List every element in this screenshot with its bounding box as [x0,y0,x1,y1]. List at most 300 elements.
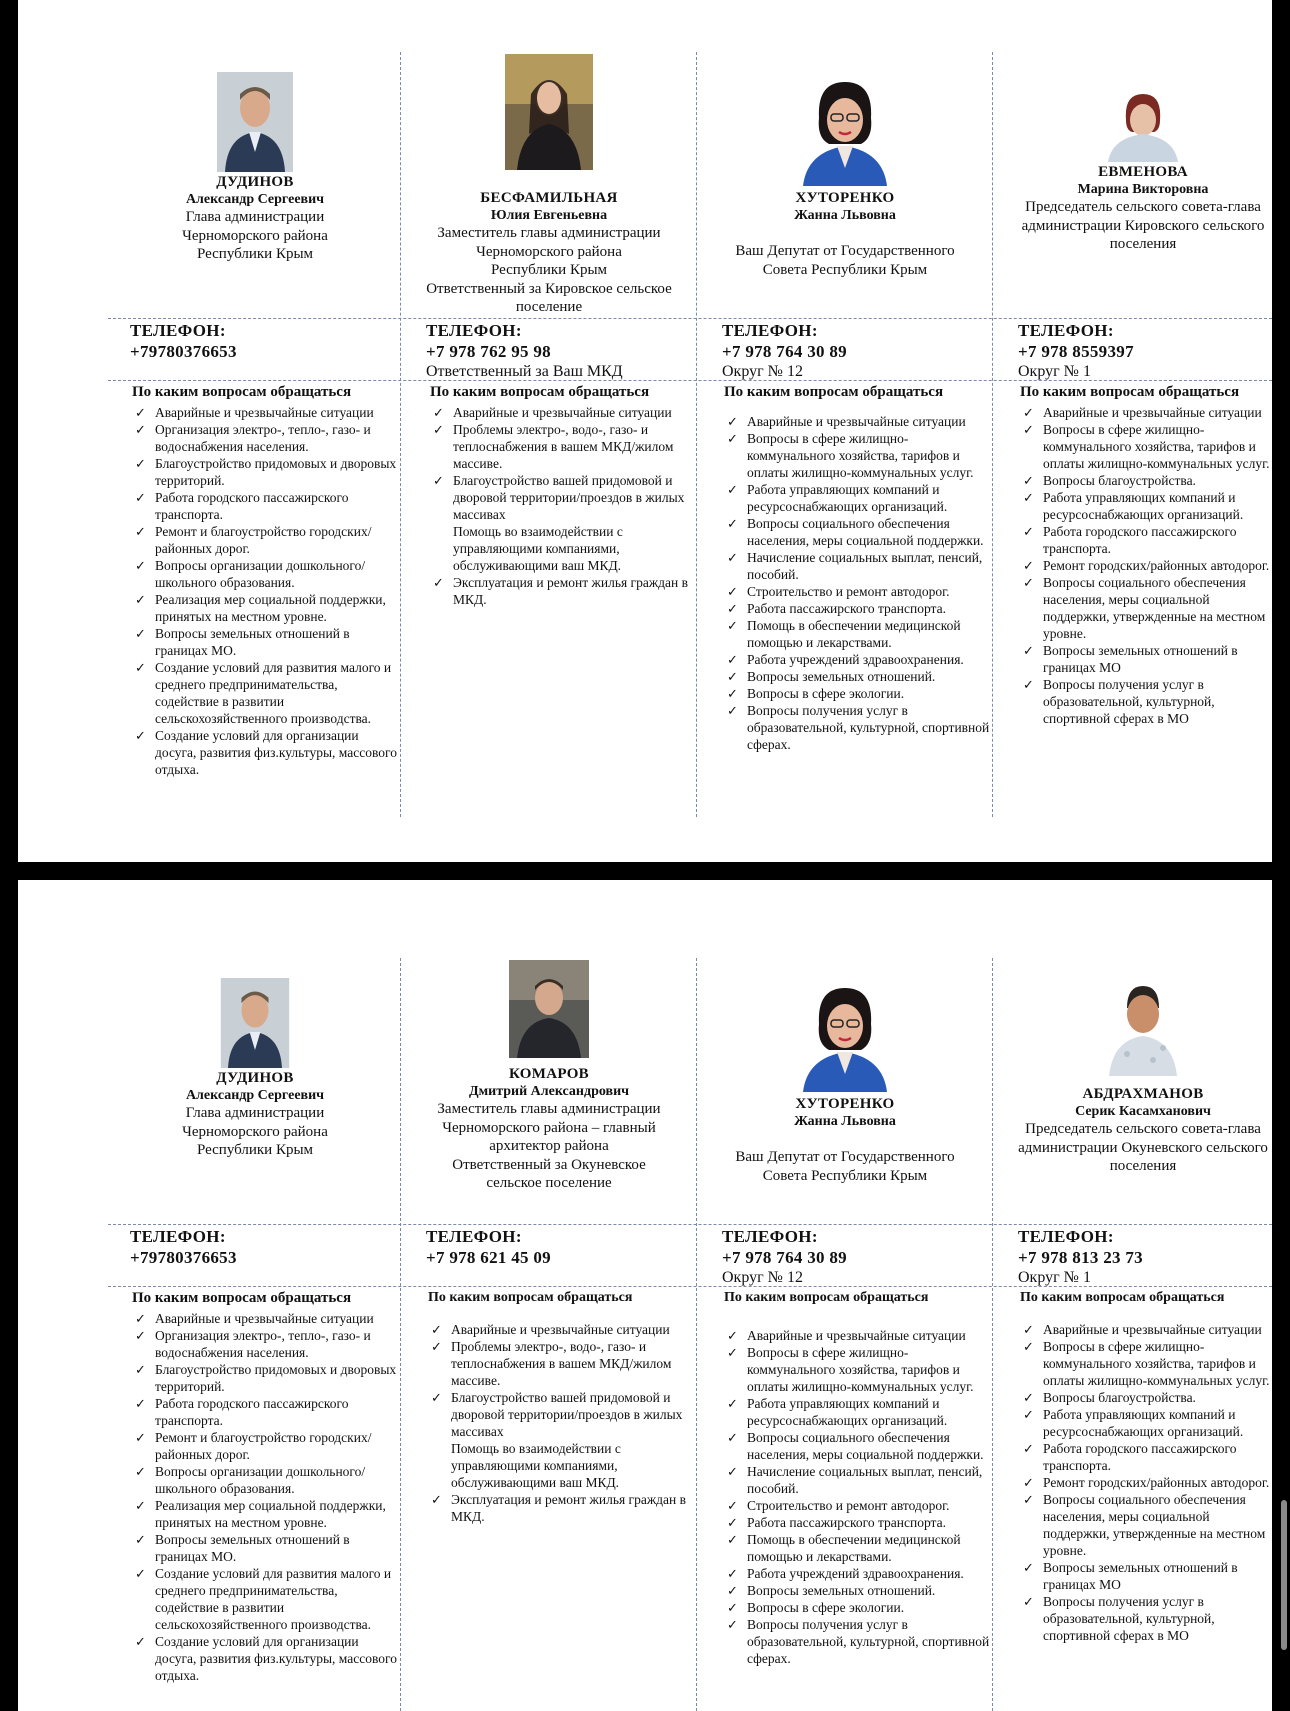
role-line: Заместитель главы администрации [437,225,661,241]
list-item-text: Вопросы благоустройства. [1043,473,1196,488]
list-item-text: Эксплуатация и ремонт жилья граждан в МКД. [453,575,688,607]
list-item [428,1440,696,1491]
list-item-text: Вопросы земельных отношений в границах МО [1043,643,1238,675]
list-item-text: Ремонт и благоустройство городских/районных дорог. [155,524,372,556]
checkmark-icon: ✓ [727,686,738,701]
list-item [1020,421,1272,472]
phone-label: ТЕЛЕФОН: [1018,321,1114,340]
role-line: архитектор района [489,1138,609,1154]
role-line: Ответственный за Окуневское [452,1156,646,1173]
contact-card [994,0,1272,862]
portrait-photo [795,984,895,1092]
topics-title: По каким вопросам обращаться [132,384,352,400]
role-line: сельское поселение [486,1175,612,1191]
list-item [132,659,400,727]
checkmark-icon: ✓ [1023,422,1034,437]
contact-card [698,880,992,1711]
checkmark-icon: ✓ [1023,1492,1034,1507]
list-item [1020,1593,1272,1644]
list-item [132,489,400,523]
list-item-text: Работа городского пассажирского транспорта. [1043,524,1237,556]
checkmark-icon: ✓ [1023,1407,1034,1422]
list-item [132,1497,400,1531]
topics-title: По каким вопросам обращаться [724,1290,929,1305]
phone-number: +7 978 621 45 09 [426,1248,551,1267]
list-item-text: Реализация мер социальной поддержки, принятых на местном уровне. [155,1498,386,1530]
list-item-text: Вопросы в сфере жилищно-коммунального хозяйства, тарифов и оплаты жилищно-коммунальных услуг. [747,1345,974,1394]
checkmark-icon: ✓ [431,1492,442,1507]
checkmark-icon: ✓ [433,422,444,437]
fullname: Дмитрий Александрович [468,1084,630,1099]
list-item-text: Организация электро-, тепло-, газо- и водоснабжения населения. [155,422,371,454]
phone-label: ТЕЛЕФОН: [426,1227,522,1246]
list-item [132,1395,400,1429]
list-item [1020,574,1272,642]
list-item-text: Вопросы земельных отношений в границах МО. [155,1532,350,1564]
column-divider [400,958,401,1711]
list-item-text: Вопросы в сфере жилищно-коммунального хозяйства, тарифов и оплаты жилищно-коммунальных услуг. [1043,422,1270,471]
surname: ЕВМЕНОВА [1098,164,1188,180]
checkmark-icon: ✓ [727,1345,738,1360]
list-item [724,1395,992,1429]
phone-number: +7 978 8559397 [1018,342,1134,361]
list-item [132,1429,400,1463]
list-item [724,617,992,651]
checkmark-icon: ✓ [727,601,738,616]
role-line: Черноморского района [476,243,622,260]
phone-label: ТЕЛЕФОН: [1018,1227,1114,1246]
list-item-text: Вопросы земельных отношений. [747,1583,936,1598]
checkmark-icon: ✓ [727,618,738,633]
checkmark-icon: ✓ [135,1328,146,1343]
list-item [132,1531,400,1565]
list-item [724,1565,992,1582]
list-item-text: Благоустройство придомовых и дворовых территорий. [155,456,397,488]
list-item-text: Помощь во взаимодействии с управляющими компаниями, обслуживающими ваш МКД. [453,524,623,573]
list-item [724,1531,992,1565]
list-item [430,472,696,523]
list-item [1020,1491,1272,1559]
checkmark-icon: ✓ [1023,575,1034,590]
checkmark-icon: ✓ [727,1498,738,1513]
surname: АБДРАХМАНОВ [1082,1086,1204,1102]
list-item-text: Работа управляющих компаний и ресурсоснабжающих организаций. [1043,1407,1244,1439]
topics-list [1020,404,1272,727]
list-item-text: Работа управляющих компаний и ресурсоснабжающих организаций. [747,482,948,514]
role-line: Ответственный за Кировское сельское поселение [426,280,672,315]
topics-list [428,1321,696,1525]
list-item [428,1321,696,1338]
checkmark-icon: ✓ [135,592,146,607]
list-item [724,583,992,600]
checkmark-icon: ✓ [727,431,738,446]
checkmark-icon: ✓ [1023,405,1034,420]
topics-list [430,404,696,608]
list-item-text: Работа пассажирского транспорта. [747,1515,946,1530]
phone-note: Округ № 1 [1018,1269,1091,1286]
contact-card [698,0,992,862]
phone-number: +7 978 762 95 98 [426,342,551,361]
checkmark-icon: ✓ [135,456,146,471]
role-line: поселения [1109,236,1177,252]
checkmark-icon: ✓ [1023,1594,1034,1609]
list-item-text: Вопросы получения услуг в образовательной, культурной, спортивной сферах в МО [1043,1594,1215,1643]
portrait-photo [1104,90,1182,162]
list-item [132,727,400,778]
topics-section [132,1289,400,1684]
checkmark-icon: ✓ [135,524,146,539]
checkmark-icon: ✓ [727,414,738,429]
list-item-text: Создание условий для организации досуга, развития физ.культуры, массового отдыха. [155,728,397,777]
document-page-2 [18,880,1272,1711]
phone-number: +7 978 764 30 89 [722,1248,847,1267]
checkmark-icon: ✓ [135,1311,146,1326]
topics-title: По каким вопросам обращаться [132,1290,352,1306]
checkmark-icon: ✓ [727,516,738,531]
list-item [428,1389,696,1440]
checkmark-icon: ✓ [431,1339,442,1354]
portrait-photo [509,960,589,1058]
checkmark-icon: ✓ [1023,490,1034,505]
list-item-text: Эксплуатация и ремонт жилья граждан в МКД. [451,1492,686,1524]
role-line: Республики Крым [490,262,608,278]
list-item-text: Работа городского пассажирского транспорта. [155,1396,349,1428]
list-item-text: Вопросы социального обеспечения населения, меры социальной поддержки, утвержденные на местном уровне. [1043,575,1266,641]
scrollbar-thumb[interactable] [1281,1500,1287,1650]
list-item-text: Работа учреждений здравоохранения. [747,652,964,667]
list-item [430,404,696,421]
checkmark-icon: ✓ [727,669,738,684]
list-item [1020,489,1272,523]
checkmark-icon: ✓ [1023,643,1034,658]
fullname: Александр Сергеевич [185,1088,325,1103]
role-line: Совета Республики Крым [762,261,928,278]
list-item-text: Проблемы электро-, водо-, газо- и теплоснабжения в вашем МКД/жилом массиве. [453,422,674,471]
contact-card [402,0,696,862]
contact-card [110,0,400,862]
checkmark-icon: ✓ [727,703,738,718]
fullname: Марина Викторовна [1077,182,1209,197]
checkmark-icon: ✓ [135,490,146,505]
surname: ДУДИНОВ [216,1070,294,1086]
topics-list [1020,1321,1272,1644]
role-line: Черноморского района [182,1123,328,1140]
phone-number: +79780376653 [130,342,237,361]
topics-section [428,1289,696,1525]
topics-section [1020,383,1272,727]
phone-label: ТЕЛЕФОН: [722,1227,818,1246]
list-item [132,1565,400,1633]
checkmark-icon: ✓ [727,1430,738,1445]
list-item-text: Начисление социальных выплат, пенсий, пособий. [747,1464,983,1496]
list-item-text: Вопросы в сфере жилищно-коммунального хозяйства, тарифов и оплаты жилищно-коммунальных услуг. [1043,1339,1270,1388]
checkmark-icon: ✓ [1023,1475,1034,1490]
document-page-1 [18,0,1272,862]
column-divider [992,958,993,1711]
list-item [1020,1338,1272,1389]
list-item-text: Вопросы получения услуг в образовательной, культурной, спортивной сферах. [747,703,990,752]
phone-note: Округ № 12 [722,1269,803,1286]
list-item [1020,1389,1272,1406]
list-item [724,413,992,430]
role-line: поселения [1109,1158,1177,1174]
checkmark-icon: ✓ [1023,1390,1034,1405]
list-item-text: Работа городского пассажирского транспорта. [155,490,349,522]
phone-number: +7 978 813 23 73 [1018,1248,1143,1267]
list-item [724,1514,992,1531]
list-item-text: Аварийные и чрезвычайные ситуации [747,414,966,429]
role-line: Председатель сельского совета-глава [1025,199,1261,215]
checkmark-icon: ✓ [135,422,146,437]
list-item-text: Вопросы в сфере экологии. [747,686,905,701]
list-item-text: Аварийные и чрезвычайные ситуации [747,1328,966,1343]
list-item [132,557,400,591]
list-item-text: Вопросы организации дошкольного/школьного образования. [155,1464,366,1496]
list-item-text: Создание условий для развития малого и среднего предпринимательства, содействие в развитии сельскохозяйственного производства. [155,1566,392,1632]
checkmark-icon: ✓ [135,1430,146,1445]
phone-number: +79780376653 [130,1248,237,1267]
role-line: Глава администрации [185,1105,325,1121]
list-item [724,668,992,685]
list-item [724,702,992,753]
fullname: Серик Касамханович [1075,1104,1211,1119]
role-line: Республики Крым [196,246,314,262]
list-item [724,549,992,583]
role-line: администрации Кировского сельского [1021,217,1265,234]
checkmark-icon: ✓ [727,1328,738,1343]
list-item-text: Аварийные и чрезвычайные ситуации [1043,1322,1262,1337]
list-item [724,1599,992,1616]
topics-section [724,383,992,753]
list-item [724,600,992,617]
list-item-text: Аварийные и чрезвычайные ситуации [155,405,374,420]
checkmark-icon: ✓ [135,728,146,743]
list-item [1020,1406,1272,1440]
role-line: Черноморского района – главный [442,1119,656,1136]
checkmark-icon: ✓ [727,652,738,667]
list-item-text: Вопросы социального обеспечения населения, меры социальной поддержки. [747,516,984,548]
fullname: Юлия Евгеньевна [490,208,608,223]
list-item-text: Вопросы земельных отношений. [747,669,936,684]
phone-label: ТЕЛЕФОН: [426,321,522,340]
role-line: Ваш Депутат от Государственного [735,1149,955,1165]
topics-list [724,1327,992,1667]
list-item [132,421,400,455]
checkmark-icon: ✓ [135,1634,146,1649]
phone-number: +7 978 764 30 89 [722,342,847,361]
topics-list [132,404,400,778]
checkmark-icon: ✓ [135,660,146,675]
list-item-text: Помощь во взаимодействии с управляющими компаниями, обслуживающими ваш МКД. [451,1441,621,1490]
list-item-text: Ремонт городских/районных автодорог. [1043,1475,1270,1490]
list-item [430,574,696,608]
list-item-text: Вопросы земельных отношений в границах МО. [155,626,350,658]
list-item [1020,557,1272,574]
topics-section [132,383,400,778]
list-item-text: Вопросы благоустройства. [1043,1390,1196,1405]
list-item [724,1616,992,1667]
portrait-photo [795,78,895,186]
portrait-photo [1105,980,1181,1076]
phone-note: Округ № 1 [1018,363,1091,380]
checkmark-icon: ✓ [433,405,444,420]
checkmark-icon: ✓ [727,1396,738,1411]
list-item-text: Благоустройство придомовых и дворовых территорий. [155,1362,397,1394]
list-item [430,421,696,472]
checkmark-icon: ✓ [135,405,146,420]
checkmark-icon: ✓ [135,1362,146,1377]
list-item-text: Помощь в обеспечении медицинской помощью и лекарствами. [747,1532,961,1564]
list-item [132,1463,400,1497]
column-divider [696,958,697,1711]
list-item-text: Создание условий для организации досуга, развития физ.культуры, массового отдыха. [155,1634,397,1683]
portrait-photo [217,72,293,172]
topics-title: По каким вопросам обращаться [724,384,944,400]
list-item-text: Вопросы земельных отношений в границах МО [1043,1560,1238,1592]
list-item [1020,1440,1272,1474]
list-item-text: Организация электро-, тепло-, газо- и водоснабжения населения. [155,1328,371,1360]
list-item-text: Благоустройство вашей придомовой и дворовой территории/проездов в жилых массивах [451,1390,683,1439]
checkmark-icon: ✓ [135,1464,146,1479]
list-item-text: Вопросы социального обеспечения населения, меры социальной поддержки. [747,1430,984,1462]
portrait-photo [220,978,290,1068]
checkmark-icon: ✓ [727,1515,738,1530]
list-item-text: Аварийные и чрезвычайные ситуации [1043,405,1262,420]
list-item [132,455,400,489]
list-item [724,1582,992,1599]
list-item-text: Благоустройство вашей придомовой и дворовой территории/проездов в жилых массивах [453,473,685,522]
checkmark-icon: ✓ [727,1464,738,1479]
list-item [724,430,992,481]
list-item [1020,642,1272,676]
checkmark-icon: ✓ [727,1617,738,1632]
surname: ХУТОРЕНКО [795,1096,895,1112]
list-item-text: Аварийные и чрезвычайные ситуации [453,405,672,420]
checkmark-icon: ✓ [433,473,444,488]
list-item-text: Вопросы в сфере жилищно-коммунального хозяйства, тарифов и оплаты жилищно-коммунальных услуг. [747,431,974,480]
checkmark-icon: ✓ [433,575,444,590]
checkmark-icon: ✓ [727,1566,738,1581]
checkmark-icon: ✓ [1023,524,1034,539]
surname: БЕСФАМИЛЬНАЯ [480,190,618,206]
list-item [132,523,400,557]
checkmark-icon: ✓ [1023,558,1034,573]
checkmark-icon: ✓ [727,482,738,497]
list-item [724,685,992,702]
list-item [1020,404,1272,421]
fullname: Жанна Львовна [794,208,896,223]
checkmark-icon: ✓ [135,1566,146,1581]
surname: КОМАРОВ [508,1066,589,1082]
list-item-text: Работа управляющих компаний и ресурсоснабжающих организаций. [1043,490,1244,522]
list-item [428,1338,696,1389]
role-line: Глава администрации [185,209,325,225]
phone-label: ТЕЛЕФОН: [130,321,226,340]
topics-list [132,1310,400,1684]
list-item [724,1429,992,1463]
role-line: Республики Крым [196,1142,314,1158]
list-item [1020,676,1272,727]
list-item [132,1633,400,1684]
list-item [724,651,992,668]
checkmark-icon: ✓ [135,626,146,641]
list-item-text: Реализация мер социальной поддержки, принятых на местном уровне. [155,592,386,624]
list-item-text: Строительство и ремонт автодорог. [747,584,950,599]
topics-title: По каким вопросам обращаться [1020,1290,1225,1305]
list-item [724,1344,992,1395]
list-item-text: Аварийные и чрезвычайные ситуации [155,1311,374,1326]
checkmark-icon: ✓ [727,1600,738,1615]
list-item [132,1327,400,1361]
checkmark-icon: ✓ [135,558,146,573]
surname: ХУТОРЕНКО [795,190,895,206]
topics-title: По каким вопросам обращаться [430,384,650,400]
topics-section [430,383,696,608]
checkmark-icon: ✓ [1023,1560,1034,1575]
list-item-text: Вопросы организации дошкольного/школьного образования. [155,558,366,590]
list-item-text: Помощь в обеспечении медицинской помощью и лекарствами. [747,618,961,650]
list-item-text: Вопросы в сфере экологии. [747,1600,905,1615]
checkmark-icon: ✓ [727,584,738,599]
list-item [724,1463,992,1497]
list-item [1020,472,1272,489]
topics-list [724,413,992,753]
phone-label: ТЕЛЕФОН: [130,1227,226,1246]
role-line: Заместитель главы администрации [437,1101,661,1117]
list-item-text: Начисление социальных выплат, пенсий, пособий. [747,550,983,582]
list-item [1020,1474,1272,1491]
checkmark-icon: ✓ [431,1322,442,1337]
role-line: Председатель сельского совета-глава [1025,1121,1261,1137]
fullname: Жанна Львовна [794,1114,896,1129]
phone-note: Округ № 12 [722,363,803,380]
list-item-text: Работа пассажирского транспорта. [747,601,946,616]
contact-card [110,880,400,1711]
list-item [724,1497,992,1514]
phone-label: ТЕЛЕФОН: [722,321,818,340]
checkmark-icon: ✓ [1023,677,1034,692]
list-item-text: Создание условий для развития малого и среднего предпринимательства, содействие в развитии сельскохозяйственного производства. [155,660,392,726]
list-item [132,404,400,421]
list-item [132,1361,400,1395]
portrait-photo [505,54,593,170]
list-item-text: Проблемы электро-, водо-, газо- и теплоснабжения в вашем МКД/жилом массиве. [451,1339,672,1388]
list-item [724,1327,992,1344]
list-item-text: Работа учреждений здравоохранения. [747,1566,964,1581]
list-item [1020,523,1272,557]
list-item [132,625,400,659]
contact-card [402,880,696,1711]
checkmark-icon: ✓ [1023,473,1034,488]
column-divider [400,52,401,817]
list-item [724,515,992,549]
list-item [428,1491,696,1525]
checkmark-icon: ✓ [1023,1322,1034,1337]
checkmark-icon: ✓ [1023,1441,1034,1456]
role-line: Черноморского района [182,227,328,244]
list-item-text: Вопросы социального обеспечения населения, меры социальной поддержки, утвержденные на местном уровне. [1043,1492,1266,1558]
list-item [132,1310,400,1327]
list-item-text: Строительство и ремонт автодорог. [747,1498,950,1513]
checkmark-icon: ✓ [727,1532,738,1547]
role-line: Совета Республики Крым [762,1167,928,1184]
checkmark-icon: ✓ [727,550,738,565]
topics-section [1020,1289,1272,1644]
list-item [1020,1559,1272,1593]
list-item-text: Ремонт и благоустройство городских/районных дорог. [155,1430,372,1462]
role-line: Ваш Депутат от Государственного [735,243,955,259]
topics-title: По каким вопросам обращаться [428,1290,633,1305]
